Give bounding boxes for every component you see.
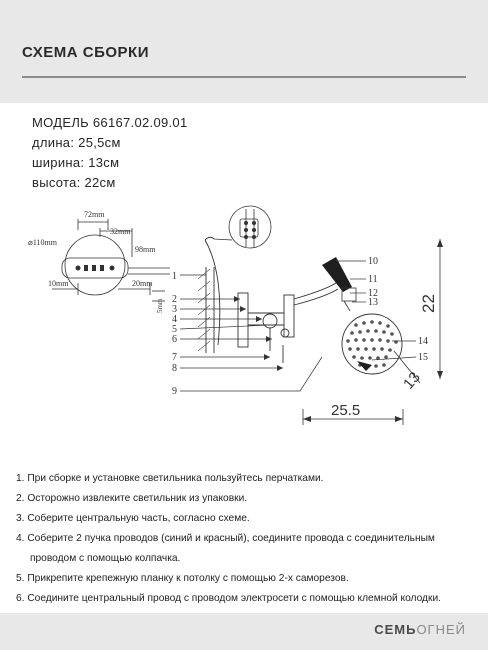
- callout-4: 4: [172, 314, 177, 325]
- dim-overall-height: 22: [419, 294, 438, 313]
- spec-length: длина: 25,5см: [32, 135, 121, 150]
- callout-8: 8: [172, 363, 177, 374]
- instruction-item: 5. Прикрепите крепежную планку к потолку с помощью 2-х саморезов.: [16, 573, 349, 584]
- ball-shade: [342, 314, 402, 374]
- instruction-item: 3. Соберите центральную часть, согласно схеме.: [16, 513, 250, 524]
- brand-bold: СЕМЬ: [374, 622, 417, 637]
- callout-1: 1: [172, 271, 177, 282]
- instruction-item: 1. При сборке и установке светильника пользуйтесь перчатками.: [16, 473, 324, 484]
- instruction-item: 6. Соедините центральный провод с проводом электросети с помощью клемной колодки.: [16, 593, 441, 604]
- page-title: СХЕМА СБОРКИ: [22, 44, 149, 61]
- leader-lines: [180, 261, 416, 391]
- dim-20: 20mm: [132, 279, 153, 288]
- title-divider: [22, 76, 466, 78]
- callout-2: 2: [172, 294, 177, 305]
- footer-band: [0, 613, 488, 650]
- instruction-item: 4. Соберите 2 пучка проводов (синий и красный), соедините провода с соединительным: [16, 533, 435, 544]
- spec-width: ширина: 13см: [32, 155, 120, 170]
- assembly-instructions: [16, 469, 476, 609]
- brand-logo: [374, 622, 466, 637]
- detail-magnifier: [214, 206, 271, 248]
- callout-5: 5: [172, 324, 177, 335]
- spec-list: [32, 113, 187, 193]
- mounting-plate-holes: [76, 265, 115, 271]
- dim-32: 32mm: [110, 227, 131, 236]
- callout-9: 9: [172, 386, 177, 397]
- instruction-item: 2. Осторожно извлеките светильник из упаковки.: [16, 493, 248, 504]
- dim-overall-length: 25.5: [331, 402, 361, 419]
- callout-10: 10: [368, 256, 378, 267]
- callout-12: 12: [368, 288, 378, 299]
- assembly-drawing: [0, 195, 488, 435]
- instruction-item-continued: проводом с помощью колпачка.: [30, 553, 181, 564]
- dim-10: 10mm: [48, 279, 69, 288]
- callout-14: 14: [418, 336, 428, 347]
- spec-model: МОДЕЛЬ 66167.02.09.01: [32, 115, 188, 130]
- lamp-body: [205, 237, 338, 363]
- callout-6: 6: [172, 334, 177, 345]
- dim-d110: ⌀110mm: [28, 238, 57, 247]
- brand-light: ОГНЕЙ: [416, 622, 466, 637]
- spec-height: высота: 22см: [32, 175, 116, 190]
- callout-11: 11: [368, 274, 378, 285]
- detail-terminals: [244, 221, 256, 239]
- callout-13: 13: [368, 297, 378, 308]
- dim-72: 72mm: [84, 210, 105, 219]
- header-band: [0, 0, 488, 103]
- dim-shade: 13: [400, 368, 424, 393]
- dim-5: 5mm: [156, 298, 164, 313]
- lamp-cone: [322, 257, 356, 311]
- dim-98: 98mm: [135, 245, 156, 254]
- callout-3: 3: [172, 304, 177, 315]
- callout-15: 15: [418, 352, 428, 363]
- callout-7: 7: [172, 352, 177, 363]
- callout-arrowheads: [234, 296, 283, 371]
